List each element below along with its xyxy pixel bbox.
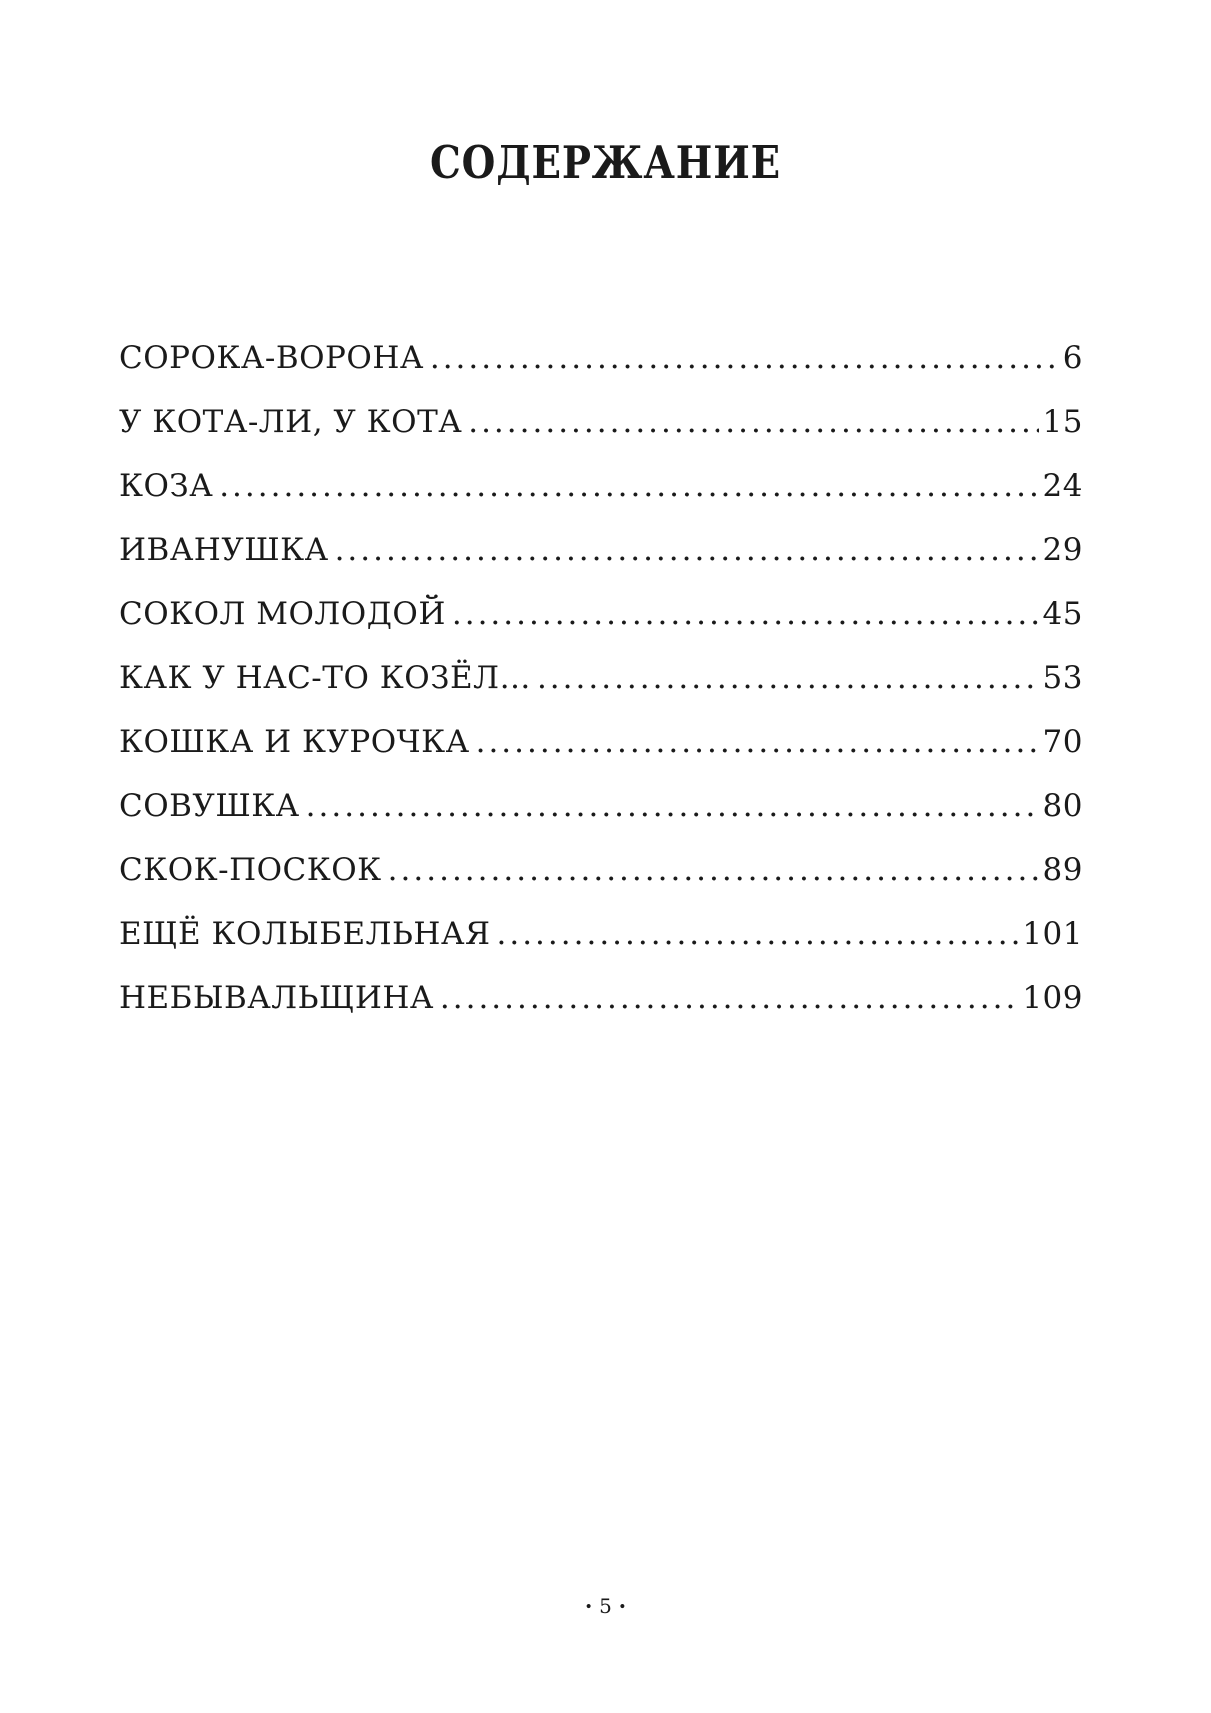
- toc-entry-title: КОЗА: [119, 468, 214, 504]
- toc-dot-leader: [306, 788, 1039, 824]
- toc-entry-page: 80: [1042, 788, 1083, 824]
- toc-entry-page: 109: [1022, 980, 1083, 1016]
- table-of-contents: [119, 340, 1083, 1044]
- toc-entry[interactable]: [119, 788, 1083, 852]
- toc-entry-title: КАК У НАС-ТО КОЗЁЛ…: [119, 660, 531, 696]
- toc-entry-page: 24: [1042, 468, 1083, 504]
- toc-dot-leader: [219, 468, 1038, 504]
- toc-entry-title: У КОТА-ЛИ, У КОТА: [119, 404, 463, 440]
- page-title: СОДЕРЖАНИЕ: [429, 136, 782, 189]
- toc-entry-title: СКОК-ПОСКОК: [119, 852, 382, 888]
- page-number: [0, 1594, 1211, 1618]
- toc-entry-page: 101: [1022, 916, 1083, 952]
- toc-entry-page: 89: [1042, 852, 1083, 888]
- toc-dot-leader: [468, 404, 1038, 440]
- toc-entry[interactable]: [119, 468, 1083, 532]
- toc-entry-page: 70: [1042, 724, 1083, 760]
- bullet-icon: •: [618, 1599, 627, 1616]
- toc-entry-title: СОВУШКА: [119, 788, 300, 824]
- toc-dot-leader: [440, 980, 1018, 1016]
- toc-dot-leader: [537, 660, 1039, 696]
- toc-dot-leader: [388, 852, 1039, 888]
- toc-entry[interactable]: [119, 532, 1083, 596]
- toc-entry-title: СОКОЛ МОЛОДОЙ: [119, 596, 446, 632]
- toc-entry[interactable]: [119, 852, 1083, 916]
- toc-entry-title: ЕЩЁ КОЛЫБЕЛЬНАЯ: [119, 916, 491, 952]
- toc-entry-page: 6: [1062, 340, 1083, 376]
- toc-entry-title: НЕБЫВАЛЬЩИНА: [119, 980, 434, 1016]
- toc-dot-leader: [452, 596, 1039, 632]
- toc-entry-title: ИВАНУШКА: [119, 532, 329, 568]
- toc-entry-page: 15: [1042, 404, 1083, 440]
- toc-entry-title: КОШКА И КУРОЧКА: [119, 724, 470, 760]
- toc-entry[interactable]: [119, 340, 1083, 404]
- toc-dot-leader: [335, 532, 1039, 568]
- bullet-icon: •: [584, 1599, 593, 1616]
- toc-entry[interactable]: [119, 980, 1083, 1044]
- toc-entry[interactable]: [119, 404, 1083, 468]
- toc-entry[interactable]: [119, 916, 1083, 980]
- toc-entry-page: 29: [1042, 532, 1083, 568]
- toc-entry[interactable]: [119, 660, 1083, 724]
- toc-dot-leader: [476, 724, 1039, 760]
- toc-entry[interactable]: [119, 724, 1083, 788]
- toc-entry[interactable]: [119, 596, 1083, 660]
- toc-dot-leader: [496, 916, 1018, 952]
- toc-entry-page: 53: [1042, 660, 1083, 696]
- toc-entry-title: СОРОКА-ВОРОНА: [119, 340, 424, 376]
- toc-dot-leader: [430, 340, 1059, 376]
- toc-entry-page: 45: [1042, 596, 1083, 632]
- page-number-value: 5: [599, 1594, 612, 1618]
